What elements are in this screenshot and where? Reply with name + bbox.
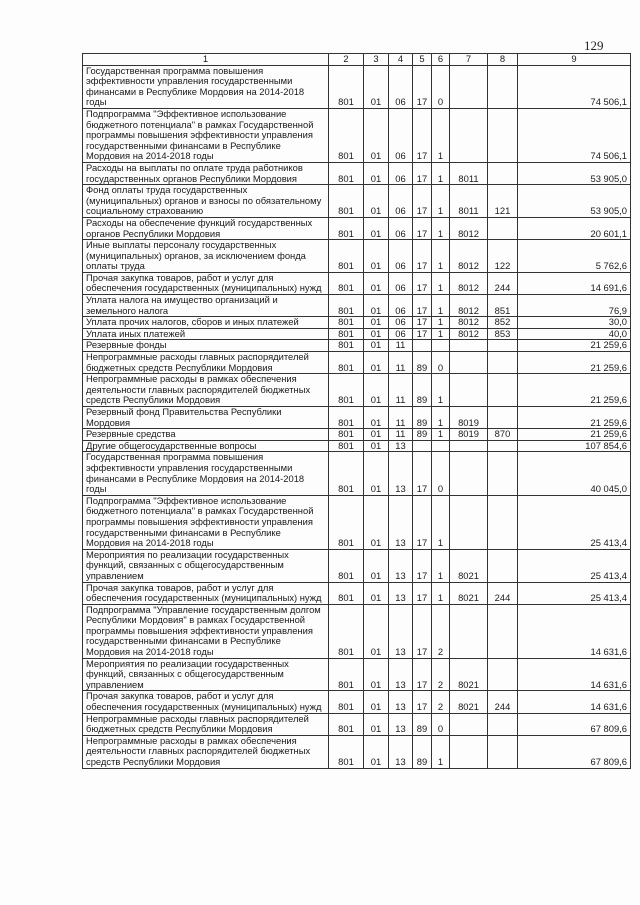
row-code-subprogram: 1 [432,407,450,429]
row-name: Иные выплаты персоналу государственных (муниципальных) органов, за исключением фонда оплаты труда [83,240,329,273]
row-name: Другие общегосударственные вопросы [83,440,329,452]
row-name: Государственная программа повышения эффективности управления государственными финансами в Республике Мордовия на 2014-2018 годы [83,452,329,495]
row-code-grbs: 801 [329,691,364,713]
row-code-article [450,735,488,768]
row-amount: 20 601,1 [518,217,631,239]
row-code-expense-type: 244 [488,272,518,294]
header-col-2: 2 [329,54,364,66]
row-amount: 53 905,0 [518,185,631,218]
row-code-subprogram: 1 [432,317,450,329]
row-amount: 21 259,6 [518,374,631,407]
row-code-article: 8012 [450,295,488,317]
table-row [83,65,631,108]
row-code-subsection: 11 [389,407,413,429]
table-row [83,735,631,768]
row-code-expense-type [488,440,518,452]
row-code-subsection: 11 [389,374,413,407]
row-code-program: 17 [413,691,432,713]
row-code-expense-type: 870 [488,429,518,441]
row-amount: 53 905,0 [518,162,631,184]
row-code-grbs: 801 [329,495,364,549]
row-code-program: 17 [413,162,432,184]
page-number: 129 [584,38,604,53]
row-code-subprogram: 1 [432,549,450,582]
row-code-expense-type [488,604,518,658]
row-code-grbs: 801 [329,65,364,108]
row-code-section: 01 [364,549,389,582]
table-row [83,185,631,218]
row-code-subsection: 06 [389,317,413,329]
row-code-subprogram: 1 [432,185,450,218]
row-code-subsection: 13 [389,495,413,549]
row-code-program: 89 [413,429,432,441]
row-code-expense-type [488,108,518,162]
row-code-program: 17 [413,317,432,329]
row-code-expense-type: 852 [488,317,518,329]
row-code-subprogram: 1 [432,328,450,340]
row-code-grbs: 801 [329,604,364,658]
row-code-expense-type: 851 [488,295,518,317]
row-code-section: 01 [364,328,389,340]
row-code-section: 01 [364,658,389,691]
row-code-subprogram: 1 [432,495,450,549]
row-code-article [450,713,488,735]
table-row [83,495,631,549]
row-code-section: 01 [364,240,389,273]
row-code-section: 01 [364,108,389,162]
table-row [83,374,631,407]
row-code-article [450,440,488,452]
row-amount: 40 045,0 [518,452,631,495]
row-code-program [413,440,432,452]
row-code-article [450,495,488,549]
row-code-program: 17 [413,295,432,317]
row-amount: 5 762,6 [518,240,631,273]
row-code-section: 01 [364,65,389,108]
row-code-article [450,340,488,352]
row-code-article [450,374,488,407]
row-code-grbs: 801 [329,452,364,495]
row-code-subsection: 06 [389,272,413,294]
row-code-subsection: 13 [389,691,413,713]
row-code-section: 01 [364,604,389,658]
row-code-section: 01 [364,691,389,713]
header-col-1: 1 [83,54,329,66]
row-amount: 67 809,6 [518,735,631,768]
row-code-section: 01 [364,374,389,407]
table-row [83,328,631,340]
row-code-program: 17 [413,549,432,582]
row-code-expense-type [488,407,518,429]
row-code-subprogram: 1 [432,217,450,239]
row-name: Уплата иных платежей [83,328,329,340]
row-code-grbs: 801 [329,317,364,329]
row-amount: 74 506,1 [518,108,631,162]
row-amount: 40,0 [518,328,631,340]
row-name: Непрограммные расходы главных распорядителей бюджетных средств Республики Мордовия [83,352,329,374]
row-code-subprogram: 1 [432,240,450,273]
row-code-article: 8019 [450,429,488,441]
row-code-program: 89 [413,407,432,429]
row-amount: 25 413,4 [518,582,631,604]
row-name: Непрограммные расходы главных распорядителей бюджетных средств Республики Мордовия [83,713,329,735]
row-code-expense-type: 244 [488,691,518,713]
row-code-subsection: 06 [389,328,413,340]
row-code-subsection: 13 [389,452,413,495]
row-code-expense-type [488,549,518,582]
row-code-subprogram: 1 [432,295,450,317]
header-col-6: 6 [432,54,450,66]
row-code-program: 89 [413,713,432,735]
row-code-subprogram: 1 [432,582,450,604]
row-code-grbs: 801 [329,295,364,317]
header-col-5: 5 [413,54,432,66]
row-code-expense-type [488,658,518,691]
budget-table [82,53,631,769]
row-name: Резервные фонды [83,340,329,352]
row-code-expense-type [488,452,518,495]
table-row [83,582,631,604]
row-code-expense-type: 853 [488,328,518,340]
row-code-expense-type [488,374,518,407]
table-header [83,54,631,66]
row-code-subsection: 06 [389,162,413,184]
row-code-article: 8011 [450,185,488,218]
row-code-subsection: 11 [389,352,413,374]
row-code-grbs: 801 [329,713,364,735]
table-row [83,691,631,713]
row-code-article: 8012 [450,217,488,239]
row-code-expense-type [488,340,518,352]
table-row [83,340,631,352]
row-code-expense-type [488,713,518,735]
row-code-section: 01 [364,295,389,317]
row-code-expense-type [488,735,518,768]
table-body [83,65,631,768]
row-code-program: 17 [413,240,432,273]
row-name: Государственная программа повышения эффективности управления государственными финансами в Республике Мордовия на 2014-2018 годы [83,65,329,108]
row-code-article: 8011 [450,162,488,184]
row-code-subprogram: 0 [432,452,450,495]
row-code-expense-type [488,495,518,549]
row-code-article [450,65,488,108]
row-code-program: 89 [413,352,432,374]
table-row [83,713,631,735]
row-code-section: 01 [364,340,389,352]
row-amount: 21 259,6 [518,407,631,429]
row-code-article: 8012 [450,328,488,340]
row-code-subprogram: 1 [432,429,450,441]
table-row [83,240,631,273]
row-code-program: 17 [413,582,432,604]
row-code-program: 17 [413,452,432,495]
row-code-article: 8012 [450,240,488,273]
row-code-subprogram: 1 [432,162,450,184]
row-code-expense-type [488,162,518,184]
table-row [83,295,631,317]
row-code-program: 17 [413,65,432,108]
row-code-subprogram: 1 [432,735,450,768]
row-code-grbs: 801 [329,328,364,340]
row-amount: 25 413,4 [518,549,631,582]
table-row [83,604,631,658]
row-code-program: 17 [413,604,432,658]
row-code-section: 01 [364,429,389,441]
row-code-section: 01 [364,452,389,495]
header-col-4: 4 [389,54,413,66]
row-code-section: 01 [364,582,389,604]
row-code-article: 8021 [450,658,488,691]
row-code-section: 01 [364,185,389,218]
row-code-article: 8012 [450,317,488,329]
row-code-grbs: 801 [329,582,364,604]
table-row [83,162,631,184]
row-code-subprogram: 1 [432,108,450,162]
row-name: Уплата прочих налогов, сборов и иных платежей [83,317,329,329]
row-code-subprogram: 1 [432,374,450,407]
row-code-section: 01 [364,352,389,374]
row-amount: 30,0 [518,317,631,329]
row-amount: 21 259,6 [518,352,631,374]
table-row [83,549,631,582]
row-code-grbs: 801 [329,272,364,294]
row-code-grbs: 801 [329,735,364,768]
row-code-subsection: 13 [389,440,413,452]
row-name: Расходы на обеспечение функций государственных органов Республики Мордовия [83,217,329,239]
row-amount: 21 259,6 [518,429,631,441]
row-code-subsection: 13 [389,713,413,735]
table-row [83,429,631,441]
row-name: Прочая закупка товаров, работ и услуг для обеспечения государственных (муниципальных) нужд [83,582,329,604]
row-code-program: 89 [413,735,432,768]
row-code-grbs: 801 [329,217,364,239]
row-name: Прочая закупка товаров, работ и услуг для обеспечения государственных (муниципальных) нужд [83,691,329,713]
row-code-article: 8021 [450,549,488,582]
row-code-subprogram [432,440,450,452]
header-col-7: 7 [450,54,488,66]
row-name: Непрограммные расходы в рамках обеспечения деятельности главных распорядителей бюджетных средств Республики Мордовия [83,374,329,407]
row-code-program: 17 [413,272,432,294]
row-name: Подпрограмма "Эффективное использование бюджетного потенциала" в рамках Государственной программы повышения эффективности управления государственными финансами в Республике Мордовия на 2014-2018 годы [83,495,329,549]
row-code-subsection: 11 [389,340,413,352]
row-name: Резервный фонд Правительства Республики Мордовия [83,407,329,429]
row-code-subprogram: 2 [432,604,450,658]
row-code-program [413,340,432,352]
row-code-subsection: 06 [389,240,413,273]
row-code-grbs: 801 [329,162,364,184]
table-row [83,217,631,239]
row-code-article: 8021 [450,691,488,713]
table-row [83,407,631,429]
row-code-program: 17 [413,185,432,218]
row-code-grbs: 801 [329,440,364,452]
row-amount: 67 809,6 [518,713,631,735]
row-code-program: 17 [413,217,432,239]
row-code-subsection: 13 [389,735,413,768]
row-code-grbs: 801 [329,185,364,218]
row-code-grbs: 801 [329,240,364,273]
row-code-grbs: 801 [329,374,364,407]
row-code-program: 17 [413,495,432,549]
row-code-grbs: 801 [329,658,364,691]
header-col-9: 9 [518,54,631,66]
row-code-section: 01 [364,317,389,329]
row-amount: 14 631,6 [518,604,631,658]
row-code-expense-type [488,352,518,374]
row-code-subprogram [432,340,450,352]
row-code-subsection: 06 [389,108,413,162]
row-code-expense-type: 121 [488,185,518,218]
row-code-article [450,108,488,162]
row-amount: 25 413,4 [518,495,631,549]
row-code-section: 01 [364,407,389,429]
row-code-subprogram: 2 [432,691,450,713]
row-code-section: 01 [364,162,389,184]
row-code-subsection: 06 [389,65,413,108]
row-code-article [450,604,488,658]
row-name: Фонд оплаты труда государственных (муниципальных) органов и взносы по обязательному социальному страхованию [83,185,329,218]
row-code-section: 01 [364,217,389,239]
row-code-grbs: 801 [329,108,364,162]
row-code-expense-type: 122 [488,240,518,273]
row-code-article: 8019 [450,407,488,429]
table-row [83,272,631,294]
row-code-subprogram: 0 [432,65,450,108]
row-code-section: 01 [364,735,389,768]
table-row [83,452,631,495]
row-name: Прочая закупка товаров, работ и услуг для обеспечения государственных (муниципальных) нужд [83,272,329,294]
row-code-subprogram: 2 [432,658,450,691]
row-code-section: 01 [364,713,389,735]
row-name: Мероприятия по реализации государственных функций, связанных с общегосударственным управлением [83,658,329,691]
row-code-subsection: 06 [389,217,413,239]
row-amount: 76,9 [518,295,631,317]
row-code-subsection: 13 [389,582,413,604]
row-code-article: 8012 [450,272,488,294]
row-amount: 107 854,6 [518,440,631,452]
table-row [83,317,631,329]
row-code-expense-type: 244 [488,582,518,604]
row-code-grbs: 801 [329,429,364,441]
row-code-grbs: 801 [329,407,364,429]
row-code-subsection: 13 [389,549,413,582]
row-code-grbs: 801 [329,340,364,352]
row-code-subprogram: 0 [432,352,450,374]
row-code-article [450,352,488,374]
row-name: Расходы на выплаты по оплате труда работников государственных органов Республики Мордовия [83,162,329,184]
row-code-program: 17 [413,108,432,162]
row-name: Мероприятия по реализации государственных функций, связанных с общегосударственным управлением [83,549,329,582]
row-code-program: 17 [413,658,432,691]
row-amount: 21 259,6 [518,340,631,352]
row-amount: 14 631,6 [518,691,631,713]
row-code-subsection: 13 [389,604,413,658]
row-code-expense-type [488,217,518,239]
row-code-section: 01 [364,495,389,549]
row-code-subsection: 13 [389,658,413,691]
table-row [83,352,631,374]
row-code-section: 01 [364,440,389,452]
row-amount: 14 631,6 [518,658,631,691]
table-row [83,108,631,162]
row-code-subsection: 06 [389,185,413,218]
row-code-subprogram: 0 [432,713,450,735]
row-code-expense-type [488,65,518,108]
row-name: Подпрограмма "Управление государственным долгом Республики Мордовия" в рамках Государственной программы повышения эффективности управления государственными финансами в Республике Мордовия на 2014-2018 годы [83,604,329,658]
header-col-8: 8 [488,54,518,66]
table-row [83,658,631,691]
row-code-grbs: 801 [329,549,364,582]
row-amount: 74 506,1 [518,65,631,108]
row-code-subprogram: 1 [432,272,450,294]
row-code-subsection: 11 [389,429,413,441]
row-amount: 14 691,6 [518,272,631,294]
header-row [83,54,631,66]
row-name: Подпрограмма "Эффективное использование бюджетного потенциала" в рамках Государственной программы повышения эффективности управления государственными финансами в Республике Мордовия на 2014-2018 годы [83,108,329,162]
table-row [83,440,631,452]
row-code-section: 01 [364,272,389,294]
header-col-3: 3 [364,54,389,66]
row-code-article [450,452,488,495]
row-code-article: 8021 [450,582,488,604]
row-code-subsection: 06 [389,295,413,317]
row-name: Непрограммные расходы в рамках обеспечения деятельности главных распорядителей бюджетных средств Республики Мордовия [83,735,329,768]
row-code-program: 89 [413,374,432,407]
row-name: Уплата налога на имущество организаций и земельного налога [83,295,329,317]
row-code-grbs: 801 [329,352,364,374]
row-code-program: 17 [413,328,432,340]
row-name: Резервные средства [83,429,329,441]
